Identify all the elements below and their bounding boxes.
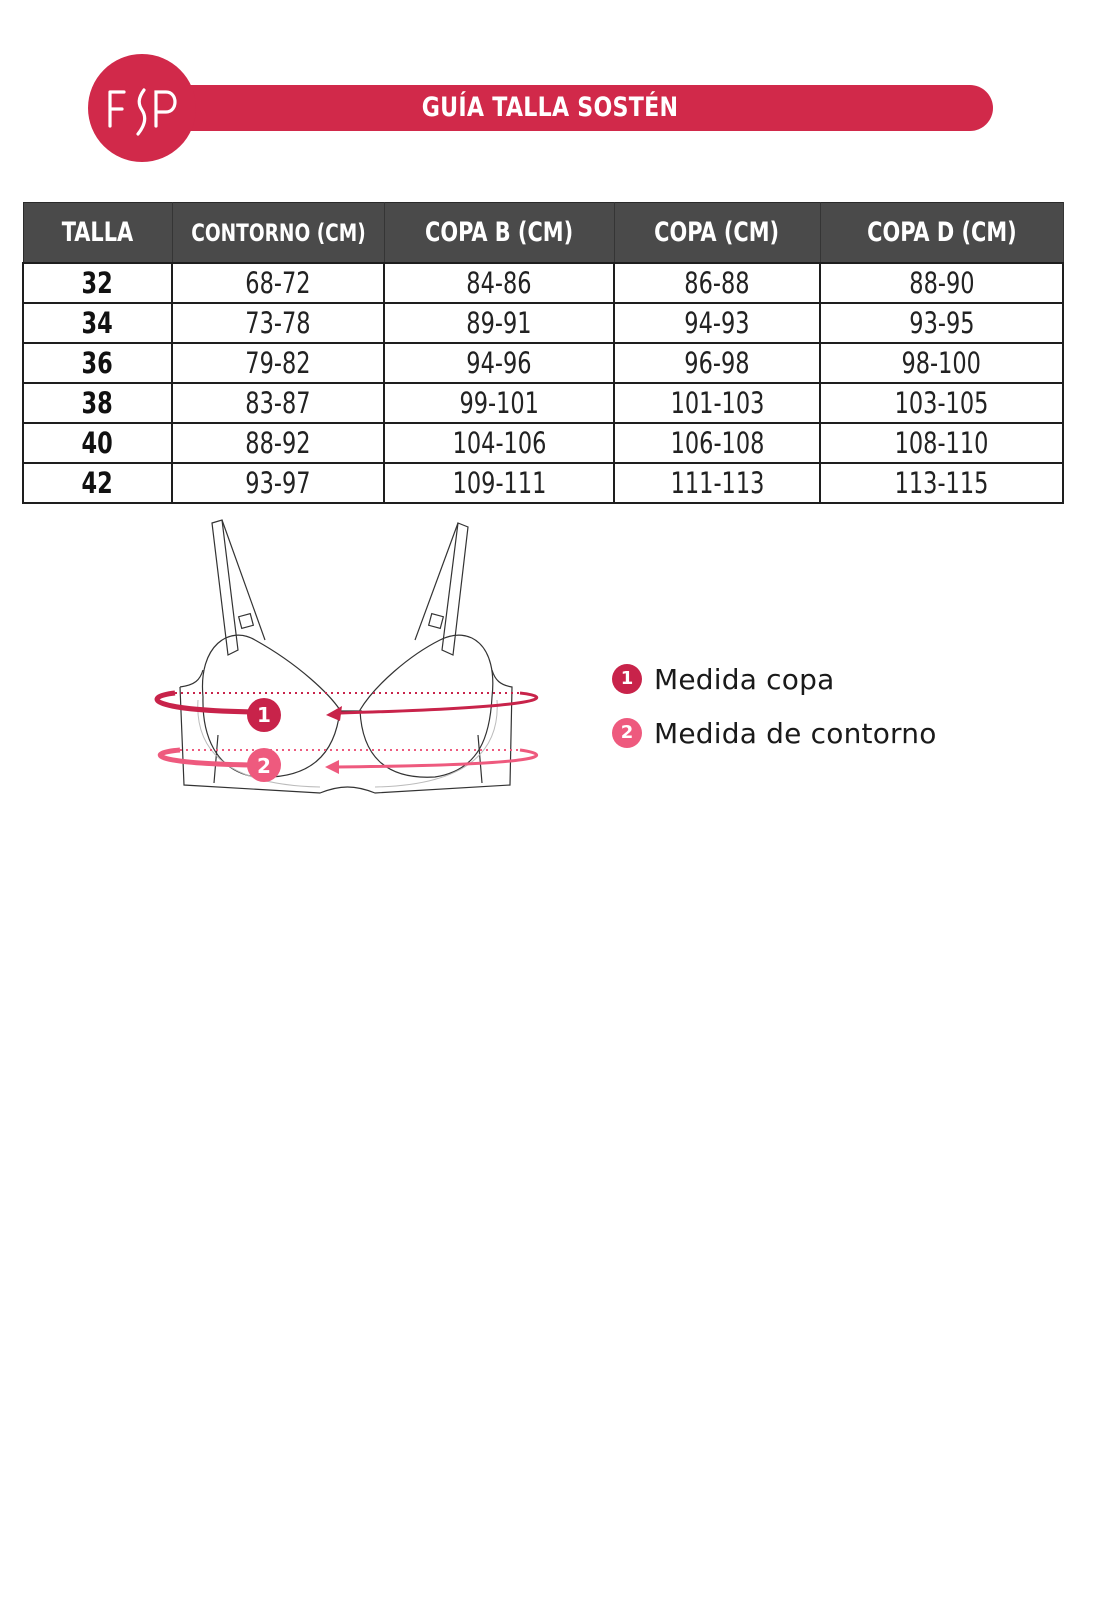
column-header-copa: COPA (CM) <box>614 203 820 264</box>
talla-cell: 40 <box>23 423 172 463</box>
legend-item-cup <box>612 652 937 706</box>
talla-cell: 34 <box>23 303 172 343</box>
copa-d-cell: 103-105 <box>820 383 1063 423</box>
legend-label: Medida copa <box>654 662 835 696</box>
talla-cell: 36 <box>23 343 172 383</box>
header-banner <box>0 0 1104 180</box>
contorno-cell: 73-78 <box>172 303 384 343</box>
copa-b-cell: 104-106 <box>384 423 614 463</box>
table-row <box>23 303 1063 343</box>
bra-diagram-icon <box>140 515 560 795</box>
table-row <box>23 423 1063 463</box>
copa-b-cell: 94-96 <box>384 343 614 383</box>
table-row <box>23 343 1063 383</box>
table-row <box>23 383 1063 423</box>
table-header-row <box>23 203 1063 264</box>
contorno-cell: 88-92 <box>172 423 384 463</box>
copa-d-cell: 108-110 <box>820 423 1063 463</box>
column-header-copa-d: COPA D (CM) <box>820 203 1063 264</box>
copa-d-cell: 98-100 <box>820 343 1063 383</box>
contorno-cell: 83-87 <box>172 383 384 423</box>
copa-cell: 94-93 <box>614 303 820 343</box>
copa-d-cell: 88-90 <box>820 263 1063 303</box>
legend-label: Medida de contorno <box>654 716 937 750</box>
bra-measurement-illustration <box>140 515 560 795</box>
copa-cell: 101-103 <box>614 383 820 423</box>
table-row <box>23 463 1063 503</box>
contorno-cell: 79-82 <box>172 343 384 383</box>
logo-text <box>102 54 183 162</box>
copa-cell: 86-88 <box>614 263 820 303</box>
contorno-cell: 93-97 <box>172 463 384 503</box>
fsp-logo-icon <box>88 54 196 162</box>
copa-b-cell: 109-111 <box>384 463 614 503</box>
talla-cell: 42 <box>23 463 172 503</box>
column-header-copa-b: COPA B (CM) <box>384 203 614 264</box>
copa-cell: 111-113 <box>614 463 820 503</box>
table-row <box>23 263 1063 303</box>
column-header-talla: TALLA <box>23 203 172 264</box>
copa-cell: 106-108 <box>614 423 820 463</box>
page-title: GUÍA TALLA SOSTÉN <box>421 92 679 123</box>
column-header-contorno: CONTORNO (CM) <box>172 203 384 264</box>
copa-d-cell: 93-95 <box>820 303 1063 343</box>
size-table <box>22 202 1064 504</box>
talla-cell: 32 <box>23 263 172 303</box>
svg-text:2: 2 <box>257 754 271 778</box>
copa-d-cell: 113-115 <box>820 463 1063 503</box>
talla-cell: 38 <box>23 383 172 423</box>
copa-b-cell: 84-86 <box>384 263 614 303</box>
copa-b-cell: 99-101 <box>384 383 614 423</box>
measurement-legend <box>612 652 937 760</box>
number-2-badge-icon: 2 <box>612 718 642 748</box>
number-1-badge-icon: 1 <box>612 664 642 694</box>
svg-text:1: 1 <box>257 703 271 727</box>
copa-b-cell: 89-91 <box>384 303 614 343</box>
contorno-cell: 68-72 <box>172 263 384 303</box>
copa-cell: 96-98 <box>614 343 820 383</box>
legend-item-band <box>612 706 937 760</box>
